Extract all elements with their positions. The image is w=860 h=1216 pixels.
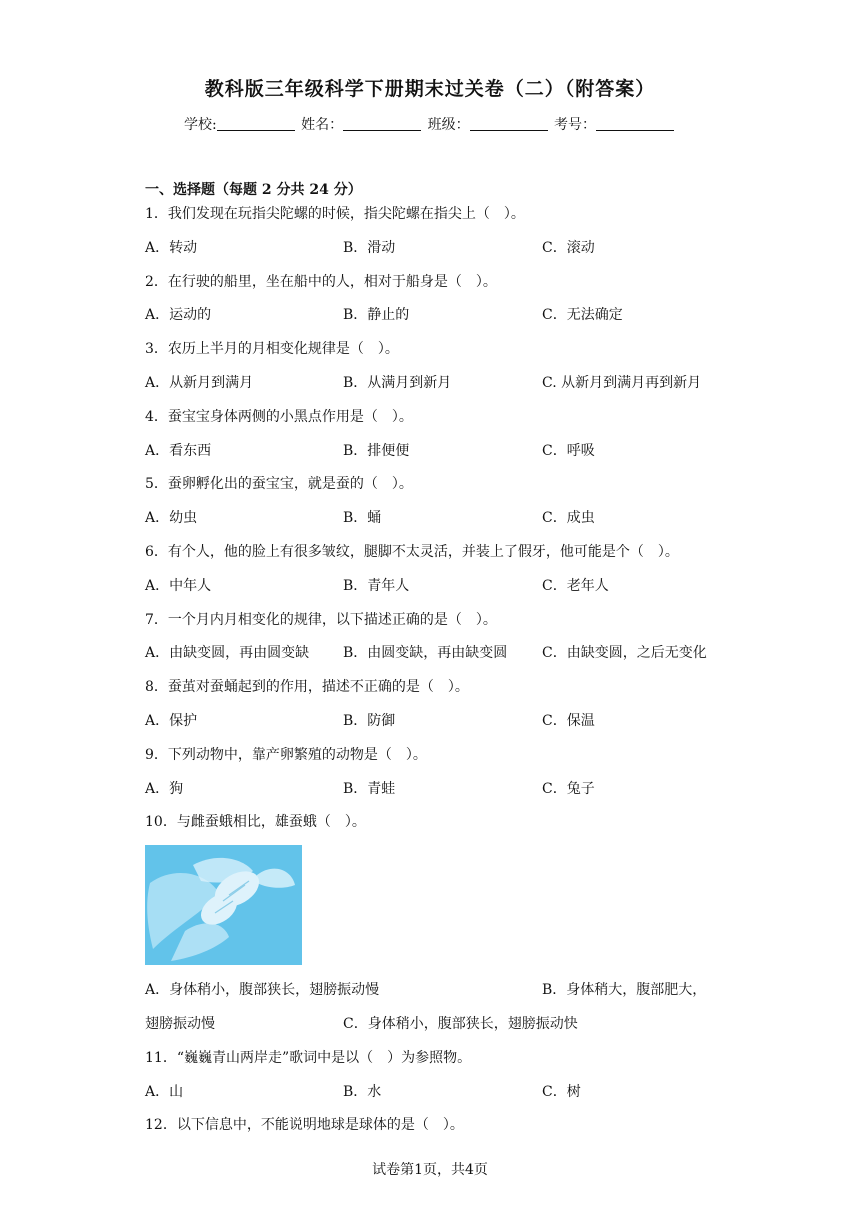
question-10-options-line-2	[145, 1013, 735, 1035]
option-c: C．成虫	[542, 510, 595, 527]
option-c: C．滚动	[542, 239, 595, 256]
question-8: 8．蚕茧对蚕蛹起到的作用，描述不正确的是（ ）。	[145, 679, 469, 696]
option-b: B．青蛙	[343, 780, 396, 797]
option-a: A．看东西	[145, 442, 212, 459]
question-5-options	[145, 507, 735, 529]
question-3: 3．农历上半月的月相变化规律是（ ）。	[145, 341, 399, 358]
option-c: C．保温	[542, 712, 595, 729]
question-10-options-line-1	[145, 979, 735, 1001]
question-3-options	[145, 372, 735, 394]
option-a: A．保护	[145, 712, 198, 729]
student-info-line	[0, 114, 860, 134]
option-a: A．从新月到满月	[145, 374, 254, 391]
question-7: 7．一个月内月相变化的规律，以下描述正确的是（ ）。	[145, 611, 497, 628]
question-11-options	[145, 1081, 735, 1103]
option-a: A．转动	[145, 239, 198, 256]
school-blank	[217, 116, 295, 131]
class-blank	[470, 116, 548, 131]
page-title: 教科版三年级科学下册期末过关卷（二）（附答案）	[204, 78, 656, 100]
question-9: 9．下列动物中，靠产卵繁殖的动物是（ ）。	[145, 746, 427, 763]
option-c: C．无法确定	[542, 307, 623, 324]
exam-number-label: 考号：	[554, 117, 597, 133]
question-2-options	[145, 304, 735, 326]
option-a: A．狗	[145, 780, 184, 797]
question-10: 10．与雌蚕蛾相比，雄蚕蛾（ ）。	[145, 814, 366, 831]
option-b: B．青年人	[343, 577, 410, 594]
question-2: 2．在行驶的船里，坐在船中的人，相对于船身是（ ）。	[145, 273, 497, 290]
option-c: C. 从新月到满月再到新月	[542, 374, 702, 391]
option-a: A．运动的	[145, 307, 212, 324]
option-a: A．身体稍小，腹部狭长，翅膀振动慢	[145, 982, 380, 999]
option-c: C．树	[542, 1083, 581, 1100]
question-9-options	[145, 778, 735, 800]
option-b: B．静止的	[343, 307, 410, 324]
option-c: C．呼吸	[542, 442, 595, 459]
exam-number-blank	[596, 116, 674, 131]
option-b: B．由圆变缺，再由缺变圆	[343, 645, 508, 662]
silkmoth-image	[145, 845, 302, 965]
question-11: 11．“巍巍青山两岸走”歌词中是以（ ）为参照物。	[145, 1049, 472, 1066]
option-b: B．防御	[343, 712, 396, 729]
question-1: 1．我们发现在玩指尖陀螺的时候，指尖陀螺在指尖上（ ）。	[145, 206, 525, 222]
class-label: 班级：	[427, 117, 470, 133]
option-b: B．水	[343, 1083, 382, 1100]
option-b-continued: 翅膀振动慢	[145, 1015, 215, 1032]
option-c: C．老年人	[542, 577, 609, 594]
question-4: 4．蚕宝宝身体两侧的小黑点作用是（ ）。	[145, 408, 413, 425]
question-6: 6．有个人，他的脸上有很多皱纹，腿脚不太灵活，并装上了假牙，他可能是个（ ）。	[145, 543, 679, 560]
option-c: C．兔子	[542, 780, 595, 797]
question-1-options	[145, 237, 735, 259]
question-list	[145, 203, 735, 1148]
option-b: B．从满月到新月	[343, 374, 452, 391]
question-7-options	[145, 642, 735, 664]
section-title: 一、选择题（每题 2 分共 24 分）	[145, 182, 362, 198]
page-footer: 试卷第1页，共4页	[372, 1162, 488, 1178]
option-c: C．身体稍小，腹部狭长，翅膀振动快	[343, 1015, 578, 1032]
option-a: A．中年人	[145, 577, 212, 594]
option-a: A．由缺变圆，再由圆变缺	[145, 645, 310, 662]
question-4-options	[145, 440, 735, 462]
option-b: B．身体稍大，腹部肥大，	[542, 982, 707, 999]
name-label: 姓名：	[301, 117, 344, 133]
question-8-options	[145, 710, 735, 732]
name-blank	[343, 116, 421, 131]
option-b: B．滑动	[343, 239, 396, 256]
option-b: B．排便便	[343, 442, 410, 459]
question-5: 5．蚕卵孵化出的蚕宝宝，就是蚕的（ ）。	[145, 476, 413, 493]
option-c: C．由缺变圆，之后无变化	[542, 645, 707, 662]
silkmoth-photo	[145, 845, 302, 965]
question-6-options	[145, 575, 735, 597]
option-a: A．幼虫	[145, 510, 198, 527]
school-label: 学校:	[183, 117, 217, 133]
option-a: A．山	[145, 1083, 184, 1100]
option-b: B．蛹	[343, 510, 382, 527]
question-12: 12．以下信息中，不能说明地球是球体的是（ ）。	[145, 1117, 464, 1134]
